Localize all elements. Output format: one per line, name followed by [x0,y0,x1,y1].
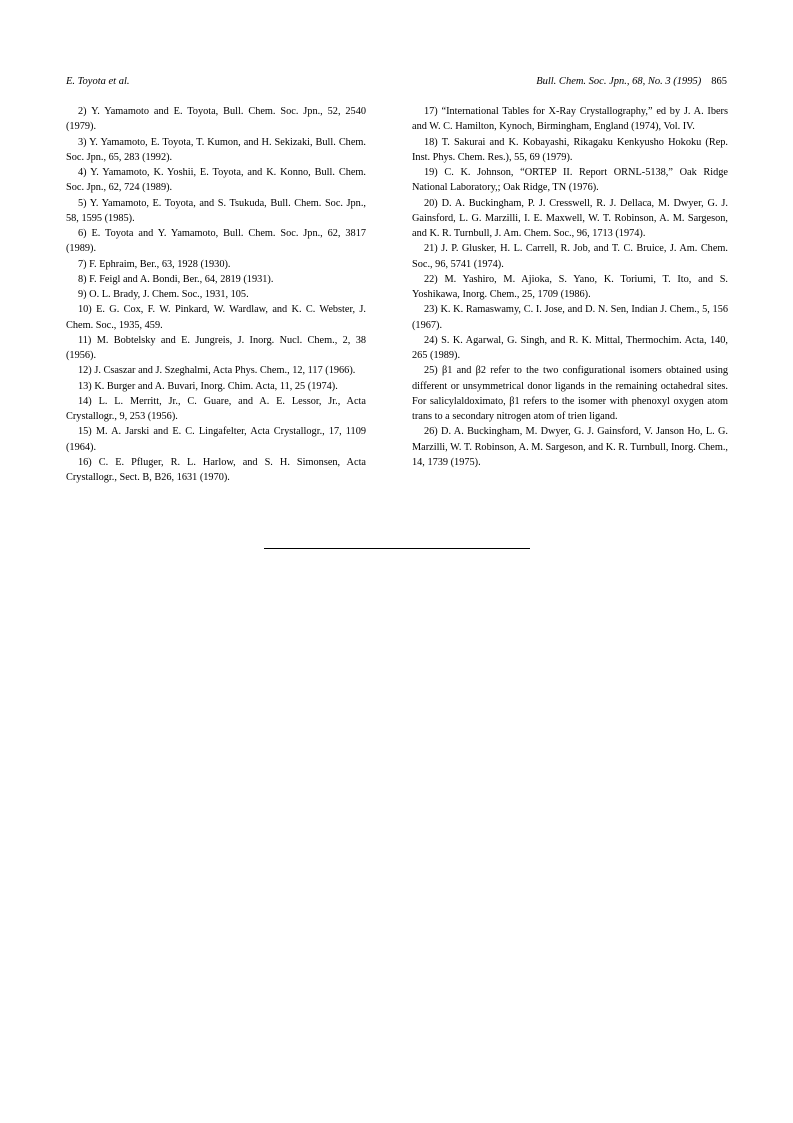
header-page-number: 865 [711,76,727,87]
reference-item [412,104,728,135]
reference-item [66,165,366,196]
reference-number: 7) [78,258,87,270]
reference-number: 14) [78,395,92,407]
reference-number: 4) [78,167,87,178]
reference-item [412,272,728,303]
reference-item [66,257,366,272]
reference-item [412,196,728,242]
reference-item [66,424,366,455]
reference-number: 19) [424,167,438,178]
reference-text: O. L. Brady, J. Chem. Soc., 1931, 105. [89,289,249,300]
reference-number: 8) [78,273,87,285]
reference-text: E. G. Cox, F. W. Pinkard, W. Wardlaw, and K. C. Webster, J. Chem. Soc., 1935, 459. [66,304,366,331]
reference-number: 21) [424,243,438,255]
references-left-column [66,104,366,485]
reference-text: C. K. Johnson, “ORTEP II. Report ORNL-5138,” Oak Ridge National Laboratory,; Oak Ridge, TN (1976). [412,167,728,194]
reference-number: 6) [78,228,87,239]
reference-text: M. Bobtelsky and E. Jungreis, J. Inorg. Nucl. Chem., 2, 38 (1956). [66,334,366,361]
reference-item [412,241,728,272]
reference-number: 13) [78,380,92,392]
reference-item [66,394,366,425]
reference-number: 26) [424,426,438,438]
reference-number: 10) [78,304,92,316]
reference-number: 18) [424,136,438,148]
end-of-article-rule [264,548,530,549]
reference-number: 17) [424,106,438,117]
reference-item [66,196,366,227]
reference-item [412,424,728,470]
reference-text: D. A. Buckingham, P. J. Cresswell, R. J. Dellaca, M. Dwyer, G. J. Gainsford, L. G. Marzilli, I. E. Maxwell, W. T. Robinson, A. M. Sargeson, and K. R. Turnbull, J. Am. Chem. Soc., 96, 1713 (1974). [412,197,728,239]
reference-text: S. K. Agarwal, G. Singh, and R. K. Mittal, Thermochim. Acta, 140, 265 (1989). [412,334,728,361]
reference-text: L. L. Merritt, Jr., C. Guare, and A. E. Lessor, Jr., Acta Crystallogr., 9, 253 (1956). [66,395,366,422]
reference-item [66,363,366,378]
reference-item [412,165,728,196]
reference-number: 5) [78,197,87,209]
reference-text: J. P. Glusker, H. L. Carrell, R. Job, and T. C. Bruice, J. Am. Chem. Soc., 96, 5741 (1974). [412,243,728,270]
reference-text: F. Feigl and A. Bondi, Ber., 64, 2819 (1931). [89,273,274,285]
reference-item [66,272,366,287]
reference-item [66,287,366,302]
reference-text: C. E. Pfluger, R. L. Harlow, and S. H. Simonsen, Acta Crystallogr., Sect. B, B26, 1631 (1970). [66,456,366,483]
reference-number: 22) [424,273,438,285]
header-journal: Bull. Chem. Soc. Jpn., 68, No. 3 (1995) [536,76,702,87]
reference-number: 16) [78,456,92,468]
reference-text: E. Toyota and Y. Yamamoto, Bull. Chem. Soc. Jpn., 62, 3817 (1989). [66,228,366,255]
reference-number: 23) [424,304,438,316]
references-right-column [412,104,728,470]
reference-text: “International Tables for X-Ray Crystallography,” ed by J. A. Ibers and W. C. Hamilton, Kynoch, Birmingham, England (1974), Vol. IV. [412,106,728,133]
reference-number: 25) [424,365,438,377]
reference-item [66,226,366,257]
reference-number: 24) [424,334,438,346]
reference-number: 20) [424,197,438,209]
reference-number: 3) [78,136,87,148]
reference-number: 11) [78,334,92,346]
reference-text: M. A. Jarski and E. C. Lingafelter, Acta Crystallogr., 17, 1109 (1964). [66,426,367,453]
reference-number: 9) [78,289,87,300]
reference-item [412,333,728,364]
header-journal-info [536,76,727,87]
reference-text: K. K. Ramaswamy, C. I. Jose, and D. N. Sen, Indian J. Chem., 5, 156 (1967). [412,304,728,331]
reference-text: F. Ephraim, Ber., 63, 1928 (1930). [89,258,231,270]
reference-text: Y. Yamamoto, E. Toyota, T. Kumon, and H. Sekizaki, Bull. Chem. Soc. Jpn., 65, 283 (1992). [66,136,366,163]
reference-text: M. Yashiro, M. Ajioka, S. Yano, K. Toriumi, T. Ito, and S. Yoshikawa, Inorg. Chem., 25, 1709 (1986). [412,273,728,300]
reference-item [66,379,366,394]
header-authors: E. Toyota et al. [66,76,130,87]
reference-item [66,104,366,135]
reference-item [66,135,366,166]
reference-text: J. Csaszar and J. Szeghalmi, Acta Phys. Chem., 12, 117 (1966). [94,365,356,377]
reference-item [66,455,366,486]
reference-number: 2) [78,106,87,117]
reference-text: T. Sakurai and K. Kobayashi, Rikagaku Kenkyusho Hokoku (Rep. Inst. Phys. Chem. Res.), 55, 69 (1979). [412,136,729,163]
reference-number: 12) [78,365,92,377]
reference-text: β1 and β2 refer to the two configurational isomers obtained using different or unsymmetrical donor ligands in the remaining octahedral sites. For salicylaldoximato, β1 refers to the isomer with phenoxyl oxygen atom trans to a secondary nitrogen atom of trien ligand. [412,365,728,422]
reference-text: Y. Yamamoto and E. Toyota, Bull. Chem. Soc. Jpn., 52, 2540 (1979). [66,106,366,133]
reference-item [412,302,728,333]
reference-number: 15) [78,426,92,438]
reference-item [66,333,366,364]
reference-item [412,135,728,166]
reference-text: K. Burger and A. Buvari, Inorg. Chim. Acta, 11, 25 (1974). [94,380,338,392]
reference-text: Y. Yamamoto, K. Yoshii, E. Toyota, and K. Konno, Bull. Chem. Soc. Jpn., 62, 724 (1989). [66,167,366,194]
reference-text: Y. Yamamoto, E. Toyota, and S. Tsukuda, Bull. Chem. Soc. Jpn., 58, 1595 (1985). [66,197,366,224]
reference-item [66,302,366,333]
running-header [66,76,727,92]
reference-item [412,363,728,424]
reference-text: D. A. Buckingham, M. Dwyer, G. J. Gainsford, V. Janson Ho, L. G. Marzilli, W. T. Robinson, A. M. Sargeson, and K. R. Turnbull, Inorg. Chem., 14, 1739 (1975). [412,426,728,468]
